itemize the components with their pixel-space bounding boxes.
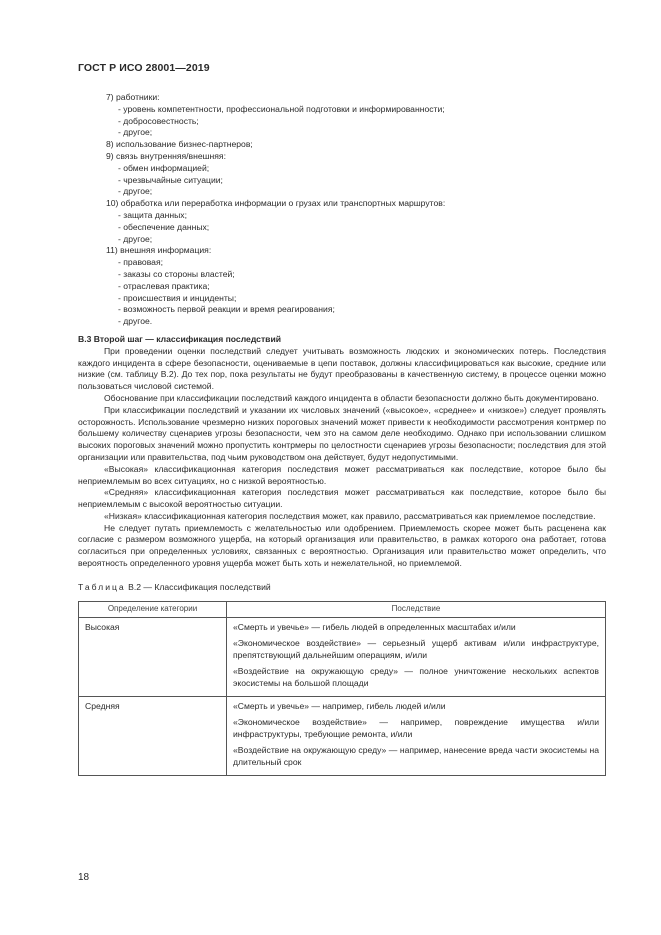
- list-subitem: - другое.: [118, 316, 153, 327]
- list-subitem: - обмен информацией;: [118, 162, 210, 173]
- paragraph: Не следует путать приемлемость с желательностью или одобрением. Приемлемость скорее может быть расценена как согласие с размером возможного ущерба, на который организация или правительство, в рамках которого она работает, готова согласиться при определенных условиях, связанных с вероятностью. Организация или правительство может определить, что вероятность определенного уровня ущерба может быть хоть и нежелательной, но приемлемой.: [78, 522, 606, 569]
- consequence-text: «Экономическое воздействие» — например, повреждение имущества и/или инфраструктуры, требующие ремонта, и/или: [233, 717, 599, 739]
- consequence-cell: [227, 696, 606, 775]
- paragraph: «Низкая» классификационная категория последствия может, как правило, рассматриваться как приемлемое последствие.: [104, 510, 596, 521]
- list-subitem: - другое;: [118, 186, 153, 197]
- document-body: [78, 92, 606, 776]
- list-group-8: [78, 139, 606, 151]
- document-header: ГОСТ Р ИСО 28001—2019: [78, 62, 210, 74]
- paragraph: «Высокая» классификационная категория последствия может рассматриваться как последствие, которое было бы неприемлемым во всех ситуациях, но с низкой вероятностью.: [78, 463, 606, 486]
- consequence-text: «Смерть и увечье» — например, гибель людей и/или: [233, 700, 446, 711]
- list-subitem: - обеспечение данных;: [118, 221, 210, 232]
- list-group-9: [78, 151, 606, 198]
- list-group-7: [78, 92, 606, 139]
- paragraph: «Средняя» классификационная категория последствия может рассматриваться как последствие, которое было бы неприемлемым с высокой вероятностью ситуации.: [78, 487, 606, 510]
- consequence-table: [78, 601, 606, 776]
- category-cell: Высокая: [79, 617, 227, 696]
- list-subitem: - возможность первой реакции и время реагирования;: [118, 304, 335, 315]
- list-item-title: 8) использование бизнес-партнеров;: [106, 139, 253, 150]
- list-item-title: 9) связь внутренняя/внешняя:: [106, 150, 226, 161]
- consequence-cell: [227, 617, 606, 696]
- consequence-text: «Экономическое воздействие» — серьезный ущерб активам и/или инфраструктуре, препятствующий дальнейшим операциям, и/или: [233, 638, 599, 660]
- header-consequence: Последствие: [227, 601, 606, 617]
- list-group-10: [78, 198, 606, 245]
- section-title: B.3 Второй шаг — классификация последствий: [78, 333, 282, 344]
- paragraph: При классификации последствий и указании их числовых значений («высокое», «среднее» и «низкое») следует проявлять осторожность. Использование чрезмерно низких пороговых значений может привести к необходимости рассмотрения контрмер по большему количеству сценариев угрозы безопасности, чем это на самом деле необходимо. Однако при использовании слишком высоких пороговых значений можно пропустить контрмеры по целостности сценариев угрозы безопасности; последствия для этой организации или правительства, под чьим руководством она действует, будут недопустимыми.: [78, 404, 606, 462]
- category-cell: Средняя: [79, 696, 227, 775]
- list-subitem: - защита данных;: [118, 209, 187, 220]
- header-category: Определение категории: [79, 601, 227, 617]
- paragraph: При проведении оценки последствий следует учитывать возможность людских и экономических потерь. Последствия каждого инцидента в сфере безопасности, оцениваемые в цепи поставок, должны классифицироваться как высокие, средние или низкие (см. таблицу B.2). До тех пор, пока результаты не будут преобразованы в качественную систему, в процессе оценки можно пользоваться числовой системой.: [78, 345, 606, 392]
- table-caption: [78, 582, 606, 594]
- list-item-title: 7) работники:: [106, 92, 160, 102]
- list-subitem: - другое;: [118, 233, 153, 244]
- list-item-title: 11) внешняя информация:: [106, 245, 212, 256]
- list-subitem: - другое;: [118, 127, 153, 138]
- list-group-11: [78, 245, 606, 328]
- consequence-text: «Смерть и увечье» — гибель людей в определенных масштабах и/или: [233, 621, 516, 632]
- list-subitem: - заказы со стороны властей;: [118, 268, 235, 279]
- list-item-title: 10) обработка или переработка информации о грузах или транспортных маршрутов:: [106, 198, 446, 209]
- paragraph: Обоснование при классификации последствий каждого инцидента в области безопасности должно быть документировано.: [104, 392, 599, 403]
- table-caption-text: B.2 — Классификация последствий: [128, 581, 271, 592]
- list-subitem: - добросовестность;: [118, 115, 199, 126]
- table-header-row: [79, 601, 606, 617]
- list-subitem: - чрезвычайные ситуации;: [118, 174, 223, 185]
- table-row: [79, 696, 606, 775]
- list-subitem: - уровень компетентности, профессиональной подготовки и информированности;: [118, 103, 445, 114]
- consequence-text: «Воздействие на окружающую среду» — полное уничтожение нескольких аспектов экосистемы на большой площади: [233, 666, 599, 689]
- list-subitem: - правовая;: [118, 257, 163, 268]
- list-subitem: - происшествия и инциденты;: [118, 292, 237, 303]
- table-caption-label: Таблица: [78, 581, 126, 592]
- page-number: 18: [78, 872, 90, 883]
- consequence-text: «Воздействие на окружающую среду» — например, нанесение вреда части экосистемы на длительный срок: [233, 745, 599, 768]
- list-subitem: - отраслевая практика;: [118, 280, 210, 291]
- table-row: [79, 617, 606, 696]
